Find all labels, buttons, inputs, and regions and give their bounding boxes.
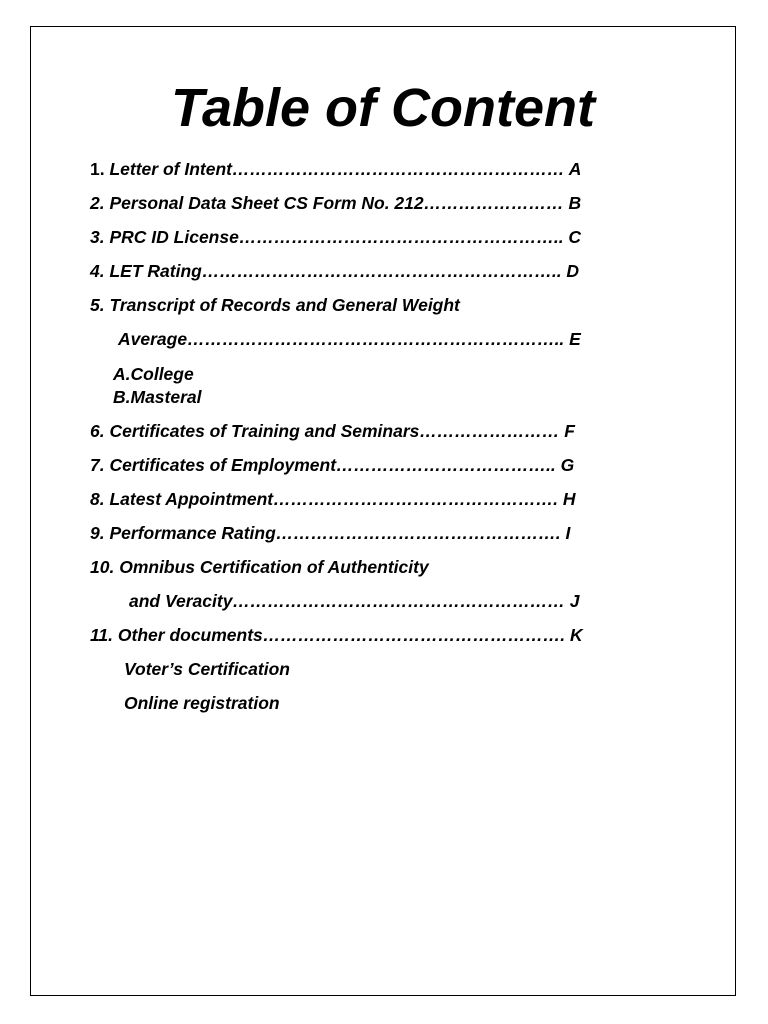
toc-entry-text: Personal Data Sheet CS Form No. 212…………………… B: [109, 193, 582, 213]
toc-entry-number: 4.: [90, 261, 105, 281]
toc-entry-10: [90, 559, 429, 577]
toc-entry-number: 8.: [90, 489, 105, 509]
toc-entry-text: Performance Rating…………………………………………. I: [109, 523, 571, 543]
toc-entry-text: and Veracity………………………………………………… J: [129, 591, 580, 611]
toc-entry-number: 10.: [90, 557, 115, 577]
toc-entry-3: [90, 229, 581, 247]
toc-entry-number: 3.: [90, 227, 105, 247]
toc-entry-5: [90, 297, 460, 315]
toc-subentry-b: [113, 389, 202, 407]
toc-entry-number: 9.: [90, 523, 105, 543]
toc-entry-7: [90, 457, 574, 475]
toc-entry-5-continuation: [118, 331, 581, 349]
toc-entry-8: [90, 491, 576, 509]
toc-entry-text: LET Rating…………………………………………………….. D: [109, 261, 580, 281]
toc-entry-number: 1.: [90, 159, 105, 179]
toc-entry-number: 11.: [90, 625, 114, 645]
page-title: Table of Content: [171, 78, 595, 138]
toc-entry-text: Latest Appointment…………………………………………. H: [109, 489, 576, 509]
toc-entry-text: Transcript of Records and General Weight: [109, 295, 460, 315]
toc-entry-2: [90, 195, 581, 213]
toc-subitem-text: Voter’s Certification: [124, 659, 290, 679]
toc-entry-number: 6.: [90, 421, 105, 441]
toc-subitem-online-registration: [124, 695, 280, 713]
toc-subitem-voters-certification: [124, 661, 290, 679]
toc-subentry-letter: B.: [113, 387, 131, 407]
toc-entry-4: [90, 263, 579, 281]
toc-entry-text: Average……………………………………………………….. E: [118, 329, 581, 349]
toc-subentry-letter: A.: [113, 364, 131, 384]
toc-entry-6: [90, 423, 575, 441]
toc-entry-text: Certificates of Employment……………………………….. G: [109, 455, 575, 475]
toc-subitem-text: Online registration: [124, 693, 280, 713]
toc-entry-1: [90, 161, 581, 179]
toc-entry-text: Omnibus Certification of Authenticity: [119, 557, 429, 577]
toc-entry-number: 7.: [90, 455, 105, 475]
toc-entry-text: Other documents……………………………………………. K: [117, 625, 583, 645]
toc-entry-9: [90, 525, 570, 543]
toc-entry-text: PRC ID License……………………………………………….. C: [109, 227, 582, 247]
document-page: [30, 26, 736, 996]
toc-entry-number: 2.: [90, 193, 105, 213]
toc-subentry-text: College: [130, 364, 194, 384]
toc-entry-text: Letter of Intent………………………………………………… A: [109, 159, 582, 179]
toc-entry-11: [90, 627, 583, 645]
toc-entry-number: 5.: [90, 295, 105, 315]
toc-entry-10-continuation: [129, 593, 580, 611]
toc-entry-text: Certificates of Training and Seminars…………………… F: [109, 421, 575, 441]
toc-subentry-text: Masteral: [130, 387, 202, 407]
toc-subentry-a: [113, 366, 194, 384]
